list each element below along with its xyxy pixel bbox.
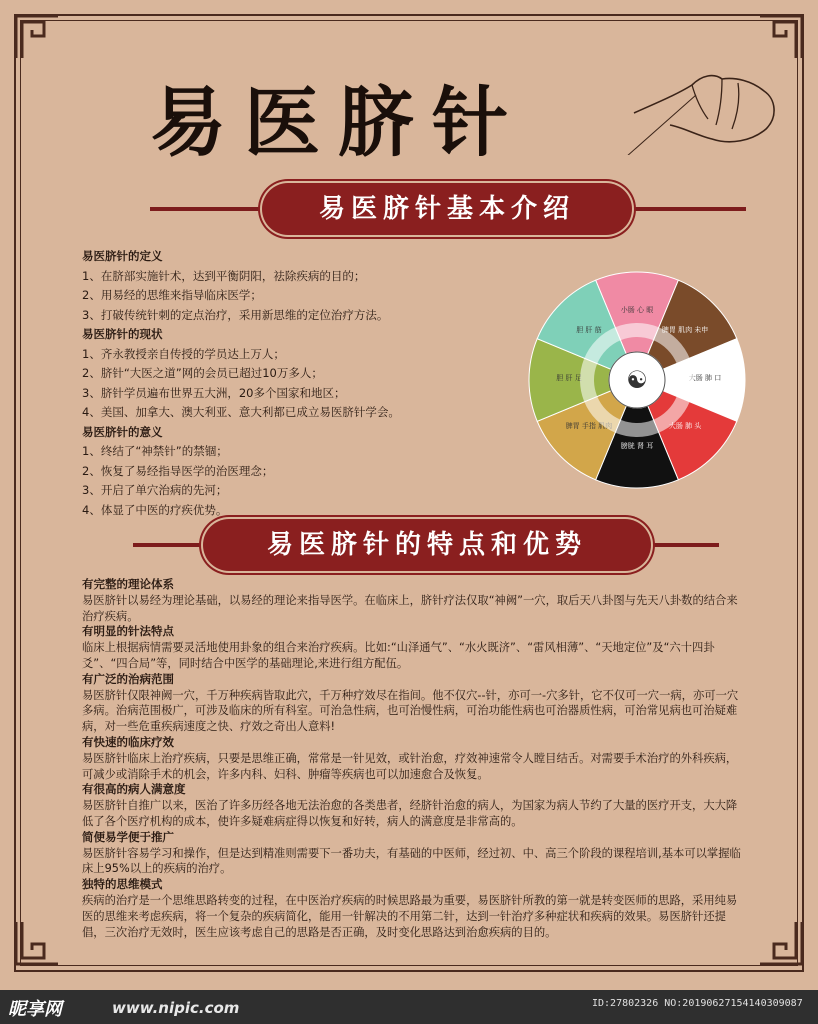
feature-heading: 有完整的理论体系 <box>82 577 174 591</box>
feature-text: 易医脐针仅限神阙一穴，千万种疾病皆取此穴，千万种疗效尽在指间。他不仅穴--针，亦可一-穴多针，它不仅可一穴一病，亦可一穴多病。治病范围极广，可涉及临床的所有科室。可治急性病，也可治慢性病，可治功能性病也可治器质性病，可治常见病也可治疑难病，对一些危重疾病速度之快、疗效之奇出人意料! <box>82 688 739 734</box>
feature-heading: 有很高的病人满意度 <box>82 782 186 797</box>
watermark-logo: 昵享网 <box>8 999 62 1020</box>
intro-item: 1、在脐部实施针术，达到平衡阴阳，祛除疾病的目的； <box>82 268 366 283</box>
intro-item: 4、体显了中医的疗疾优势。 <box>82 502 228 517</box>
intro-heading: 易医脐针的现状 <box>82 327 163 341</box>
feature-text: 易医脐针自推广以来，医治了许多历经各地无法治愈的各类患者，经脐针治愈的病人，为国家为病人节约了大量的医疗开支，大大降低了各个医疗机构的成本，使许多疑难病症得以恢复和好转，病人的满意度是非常高的。 <box>82 799 738 828</box>
yin-yang-icon: ☯ <box>626 366 648 394</box>
feature-heading: 有明显的针法特点 <box>82 624 174 639</box>
image-id: ID:27802326 NO:20190627154140309087 <box>592 998 803 1009</box>
page-title: 易医脐针 <box>150 78 526 167</box>
feature-heading: 独特的思维模式 <box>82 877 163 892</box>
wheel-sector-label: 胆 肝 足 <box>556 374 582 382</box>
wheel-sector-label: 大肠 肺 头 <box>668 422 702 431</box>
intro-heading: 易医脐针的定义 <box>82 249 163 263</box>
intro-item: 3、脐针学员遍布世界五大洲，20多个国家和地区； <box>82 385 346 400</box>
corner-ornament-tr <box>758 14 804 60</box>
banner-features <box>133 519 719 571</box>
intro-section <box>82 247 502 520</box>
intro-item: 1、齐永教授亲自传授的学员达上万人； <box>82 346 285 361</box>
wheel-sector-label: 大肠 肺 口 <box>688 374 722 382</box>
features-section <box>82 577 742 940</box>
watermark-url: www.nipic.com <box>112 999 240 1017</box>
feature-text: 疾病的治疗是一个思维思路转变的过程，在中医治疗疾病的时候思路最为重要，易医脐针所教的第一就是转变医师的思路，采用纯易医的思维来考虑疾病，将一个复杂的疾病简化，能用一针解决的不用第二针，达到一针治疗多种症状和疾病的效果。易医脐针还提倡，三次治疗无效时，医生应该考虑自己的思路是否正确，及时变化思路达到治愈疾病的目的。 <box>82 893 738 939</box>
hand-needle-illustration <box>626 55 786 155</box>
banner-intro-label: 易医脐针基本介绍 <box>262 183 632 235</box>
feature-text: 临床上根据病情需要灵活地使用卦象的组合来治疗疾病。比如:“山泽通气”、“水火既济”、“雷风相薄”、“天地定位”及“六十四卦爻”、“四合局”等，同时结合中医学的基础理论,来进行组方配伍。 <box>82 641 715 670</box>
intro-item: 4、美国、加拿大、澳大利亚、意大利都已成立易医脐针学会。 <box>82 405 400 419</box>
feature-heading: 简便易学便于推广 <box>82 829 174 844</box>
corner-ornament-tl <box>14 14 60 60</box>
intro-item: 3、开启了单穴治病的先河； <box>82 483 228 497</box>
feature-text: 易医脐针以易经为理论基础，以易经的理论来指导医学。在临床上，脐针疗法仅取“神阙”一穴，取后天八卦图与先天八卦数的结合来治疗疾病。 <box>82 593 738 623</box>
feature-heading: 有快速的临床疗效 <box>82 734 174 749</box>
banner-features-label: 易医脐针的特点和优势 <box>203 519 651 571</box>
intro-heading: 易医脐针的意义 <box>82 424 163 439</box>
wheel-sector-label: 脾胃 肌肉 未申 <box>661 325 709 334</box>
intro-item: 2、脐针“大医之道”网的会员已超过10万多人； <box>82 366 323 380</box>
intro-item: 2、用易经的思维来指导临床医学； <box>82 288 262 302</box>
banner-intro <box>150 183 746 235</box>
intro-item: 2、恢复了易经指导医学的治医理念； <box>82 463 274 478</box>
wheel-sector-label: 脾胃 手指 肌肉 <box>565 422 613 431</box>
corner-ornament-bl <box>14 920 60 966</box>
wheel-sector-label: 膀胱 肾 耳 <box>620 442 654 450</box>
wheel-sector-label: 小肠 心 眼 <box>620 306 654 314</box>
feature-heading: 有广泛的治病范围 <box>82 671 174 686</box>
intro-item: 3、打破传统针刺的定点治疗，采用新思维的定位治疗方法。 <box>82 307 389 322</box>
intro-item: 1、终结了“神禁针”的禁锢； <box>82 444 228 458</box>
feature-text: 易医脐针容易学习和操作，但是达到精准则需要下一番功夫，有基础的中医师，经过初、中、高三个阶段的课程培训,基本可以掌握临床上95%以上的疾病的治疗。 <box>82 846 741 876</box>
corner-ornament-br <box>758 920 804 966</box>
wheel-sector-label: 胆 肝 筋 <box>576 325 602 334</box>
bagua-wheel-diagram <box>522 265 752 495</box>
feature-text: 易医脐针临床上治疗疾病，只要是思维正确，常常是一针见效，或针治愈，疗效神速常令人瞠目结舌。对需要手术治疗的外科疾病，可减少或消除手术的机会，许多内科、妇科、肿瘤等疾病也可以加速愈合及恢复。 <box>82 751 738 781</box>
